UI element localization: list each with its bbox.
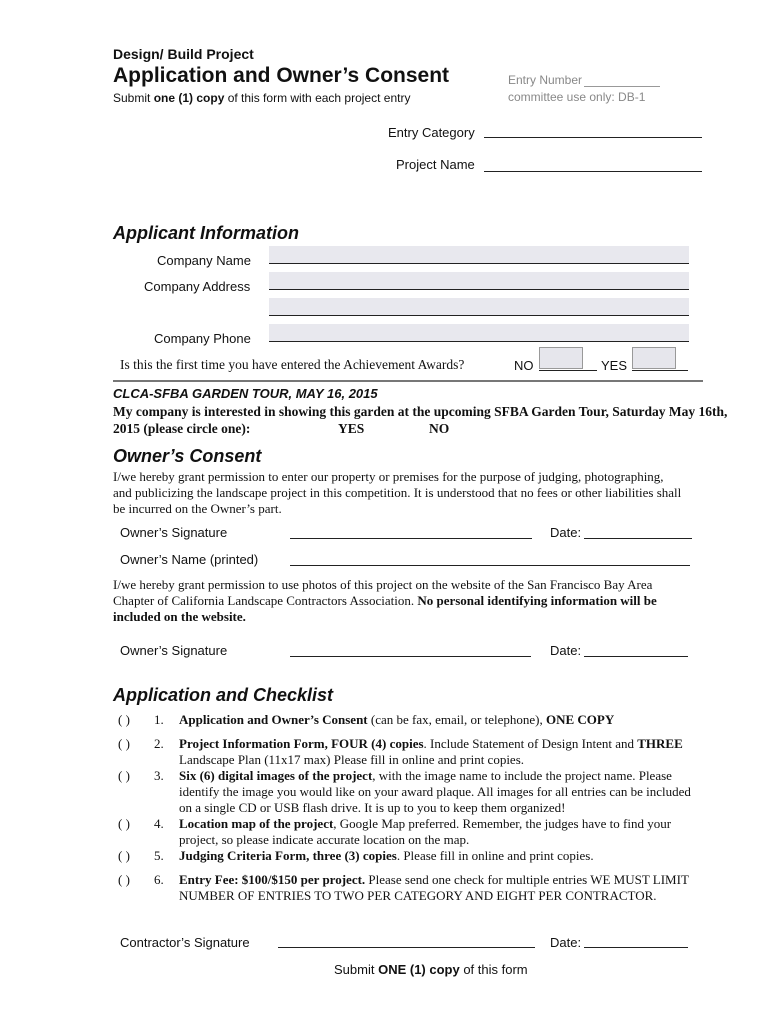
checklist-checkbox[interactable]: ( ) <box>118 736 130 751</box>
checklist-item: ( ) 5. Judging Criteria Form, three (3) copies. Please fill in online and print copies. <box>118 848 594 863</box>
committee-use-label: committee use only: DB-1 <box>508 90 646 104</box>
date-label: Date: <box>550 525 582 540</box>
contractor-signature-label: Contractor’s Signature <box>120 935 250 950</box>
company-phone-field[interactable] <box>269 324 689 342</box>
no-label: NO <box>514 358 534 373</box>
checklist-item: ( ) 3. Six (6) digital images of the project, with the image name to include the project name. Please identify the image you would like on your award plaque. All images for all entries can be included on a single CD or USB flash drive. It is up to you to keep them organized! <box>118 768 691 815</box>
yes-label: YES <box>601 358 628 373</box>
company-phone-label: Company Phone <box>154 331 251 346</box>
yes-line <box>632 370 688 371</box>
garden-tour-yes[interactable]: YES <box>338 421 365 436</box>
submit-copies: one (1) copy <box>153 91 225 105</box>
date-2-label: Date: <box>550 643 582 658</box>
consent-paragraph-2: I/we hereby grant permission to use photos of this project on the website of the San Francisco Bay Area Chapter of California Landscape Contractors Association. No personal identifying information will be included on the website. <box>113 577 657 624</box>
checklist-item: ( ) 6. Entry Fee: $100/$150 per project. Please send one check for multiple entries WE MUST LIMIT NUMBER OF ENTRIES TO TWO PER CATEGORY AND EIGHT PER CONTRACTOR. <box>118 872 689 903</box>
checklist-item: ( ) 4. Location map of the project, Google Map preferred. Remember, the judges have to find your project, so please indicate accurate location on the map. <box>118 816 672 847</box>
company-name-field[interactable] <box>269 246 689 264</box>
checklist-checkbox[interactable]: ( ) <box>118 768 130 783</box>
checklist-checkbox[interactable]: ( ) <box>118 712 130 727</box>
form-kicker: Design/ Build Project <box>113 46 254 62</box>
checklist-item: ( ) 2. Project Information Form, FOUR (4) copies. Include Statement of Design Intent and THREE Landscape Plan (11x17 max) Please fill in online and print copies. <box>118 736 683 767</box>
contractor-date-label: Date: <box>550 935 582 950</box>
contractor-date-field[interactable] <box>584 947 688 948</box>
date-2-field[interactable] <box>584 656 688 657</box>
no-checkbox[interactable] <box>539 347 583 369</box>
no-line <box>539 370 597 371</box>
checklist-checkbox[interactable]: ( ) <box>118 872 130 887</box>
entry-category-label: Entry Category <box>388 125 475 140</box>
section-divider <box>113 380 703 382</box>
project-name-field[interactable] <box>484 171 702 172</box>
consent-paragraph-1: I/we hereby grant permission to enter our property or premises for the purpose of judging, photographing, and publicizing the landscape project in this competition. It is understood that no fees or other liabilities shall be incurred on the Owner’s part. <box>113 469 682 516</box>
entry-number-label: Entry Number <box>508 73 583 87</box>
garden-tour-heading: CLCA-SFBA GARDEN TOUR, MAY 16, 2015 <box>113 386 378 401</box>
company-address-label: Company Address <box>144 279 251 294</box>
checklist-item: ( ) 1. Application and Owner’s Consent (can be fax, email, or telephone), ONE COPY <box>118 712 615 727</box>
project-name-label: Project Name <box>396 157 475 172</box>
garden-tour-text-2: 2015 (please circle one): <box>113 421 251 436</box>
applicant-heading: Applicant Information <box>113 223 299 243</box>
contractor-signature-field[interactable] <box>278 947 535 948</box>
consent-heading: Owner’s Consent <box>113 446 262 466</box>
entry-category-field[interactable] <box>484 137 702 138</box>
owner-signature-field[interactable] <box>290 538 532 539</box>
owner-signature-label: Owner’s Signature <box>120 525 228 540</box>
garden-tour-text: My company is interested in showing this garden at the upcoming SFBA Garden Tour, Saturday May 16th, <box>113 404 728 419</box>
yes-checkbox[interactable] <box>632 347 676 369</box>
date-field[interactable] <box>584 538 692 539</box>
footer-submit-instruction: Submit ONE (1) copy of this form <box>334 962 528 977</box>
owner-name-field[interactable] <box>290 565 690 566</box>
checklist-heading: Application and Checklist <box>113 685 334 705</box>
garden-tour-no[interactable]: NO <box>429 421 450 436</box>
owner-name-label: Owner’s Name (printed) <box>120 552 259 567</box>
company-address-field-2[interactable] <box>269 298 689 316</box>
owner-signature-2-label: Owner’s Signature <box>120 643 228 658</box>
company-name-label: Company Name <box>157 253 251 268</box>
company-address-field-1[interactable] <box>269 272 689 290</box>
first-time-question: Is this the first time you have entered the Achievement Awards? <box>120 357 465 372</box>
entry-number-line <box>584 86 660 87</box>
form-title: Application and Owner’s Consent <box>113 64 450 87</box>
submit-instruction: Submit one (1) copy of this form with each project entry <box>113 91 411 105</box>
owner-signature-2-field[interactable] <box>290 656 531 657</box>
checklist <box>118 712 698 904</box>
checklist-checkbox[interactable]: ( ) <box>118 848 130 863</box>
checklist-checkbox[interactable]: ( ) <box>118 816 130 831</box>
